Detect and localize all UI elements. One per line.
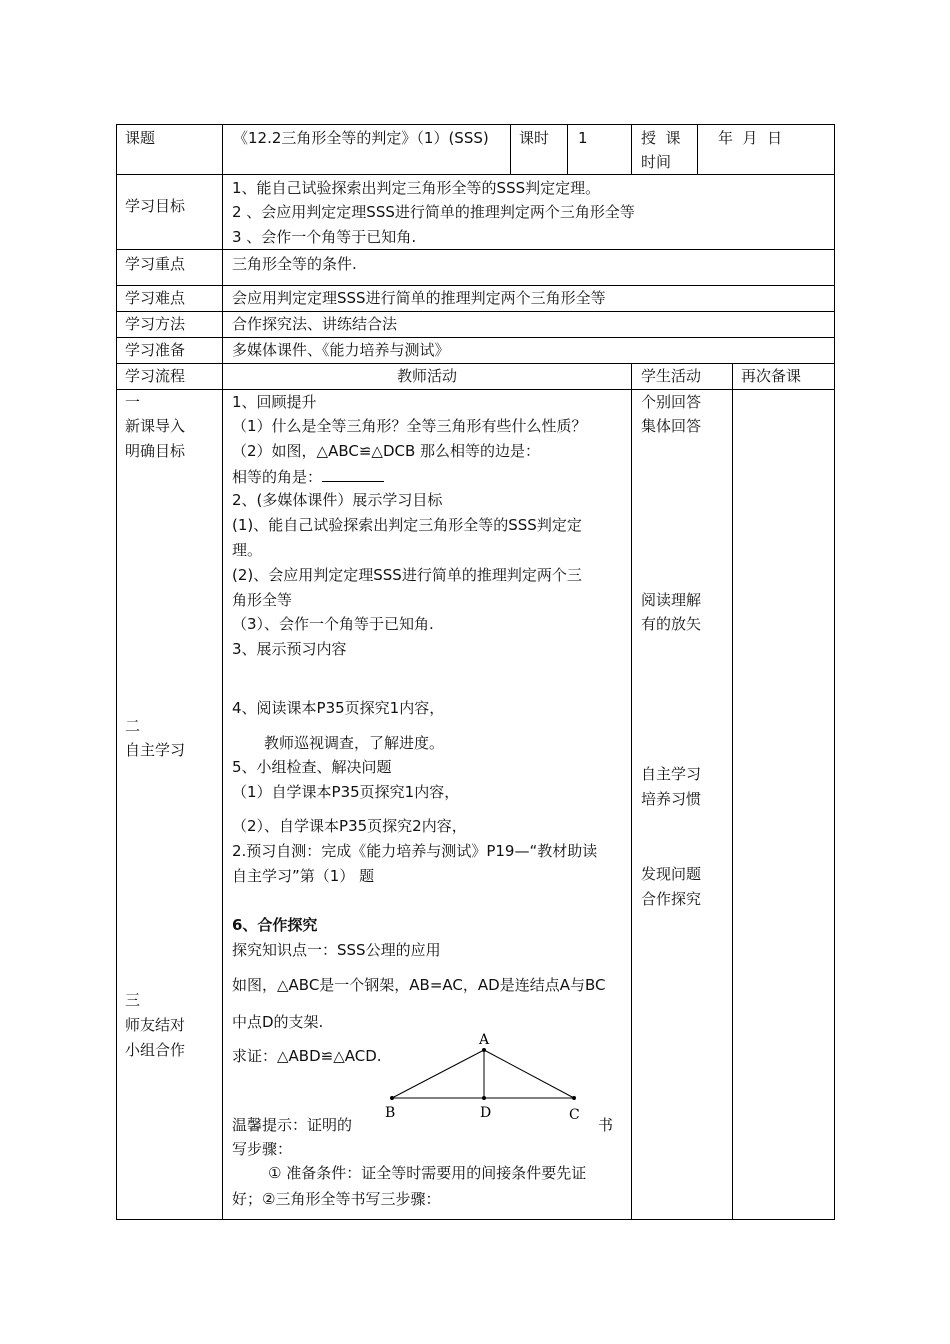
teacher-line: 理。 bbox=[232, 541, 263, 559]
column-divider bbox=[697, 124, 698, 175]
point-a bbox=[482, 1048, 486, 1052]
teacher-line: 3、展示预习内容 bbox=[232, 640, 347, 658]
table-border-left bbox=[116, 124, 117, 1220]
teacher-line: 温馨提示：证明的 bbox=[232, 1116, 353, 1134]
teacher-line: 求证：△ABD≌△ACD. bbox=[232, 1047, 382, 1065]
table-border-top bbox=[116, 124, 835, 125]
student-activity: 阅读理解 bbox=[641, 591, 702, 609]
date-value: 年 月 日 bbox=[718, 129, 783, 147]
row-divider bbox=[116, 363, 835, 364]
teach-time-label: 授 课 bbox=[641, 129, 681, 147]
point-c bbox=[572, 1096, 576, 1100]
row-divider bbox=[116, 389, 835, 390]
row-divider bbox=[116, 285, 835, 286]
point-d bbox=[482, 1096, 486, 1100]
triangle-figure bbox=[380, 1028, 590, 1128]
student-activity: 集体回答 bbox=[641, 417, 702, 435]
teacher-line: 书 bbox=[598, 1116, 614, 1134]
teacher-line: （1）什么是全等三角形？全等三角形有些什么性质？ bbox=[232, 417, 587, 435]
stage-title: 新课导入 bbox=[125, 417, 186, 435]
goal-item: 1、能自己试验探索出判定三角形全等的SSS判定定理。 bbox=[232, 179, 601, 197]
column-divider bbox=[222, 124, 223, 1220]
row-divider bbox=[116, 337, 835, 338]
flow-process-header: 学习流程 bbox=[125, 367, 186, 385]
stage-number: 三 bbox=[125, 991, 141, 1009]
teacher-line: （1）自学课本P35页探究1内容， bbox=[232, 783, 460, 801]
teacher-line: （2）、自学课本P35页探究2内容， bbox=[232, 817, 467, 835]
teacher-line: 自主学习”第（1） 题 bbox=[232, 867, 375, 885]
teacher-line: 如图，△ABC是一个钢架，AB=AC，AD是连结点A与BC bbox=[232, 976, 606, 994]
segment-ab bbox=[392, 1050, 484, 1098]
teacher-line: 写步骤： bbox=[232, 1140, 293, 1158]
teacher-line-text: 相等的角是： bbox=[232, 468, 323, 486]
label-a: A bbox=[479, 1032, 490, 1048]
stage-title: 小组合作 bbox=[125, 1041, 186, 1059]
teacher-line: 2.预习自测：完成《能力培养与测试》P19—“教材助读 bbox=[232, 842, 598, 860]
student-activity: 有的放矢 bbox=[641, 615, 702, 633]
difficulty-label: 学习难点 bbox=[125, 289, 186, 307]
key-point-label: 学习重点 bbox=[125, 255, 186, 273]
teacher-line: 角形全等 bbox=[232, 591, 293, 609]
row-divider bbox=[116, 249, 835, 250]
label-b: B bbox=[385, 1105, 396, 1121]
student-activity: 自主学习 bbox=[641, 765, 702, 783]
teacher-line: 2、(多媒体课件）展示学习目标 bbox=[232, 491, 443, 509]
key-point-value: 三角形全等的条件. bbox=[232, 255, 357, 273]
answer-blank bbox=[322, 466, 384, 482]
teacher-line: 探究知识点一：SSS公理的应用 bbox=[232, 941, 441, 959]
student-activity: 合作探究 bbox=[641, 890, 702, 908]
stage-title: 师友结对 bbox=[125, 1016, 186, 1034]
method-label: 学习方法 bbox=[125, 315, 186, 333]
point-b bbox=[390, 1096, 394, 1100]
teacher-line: (2)、会应用判定定理SSS进行简单的推理判定两个三 bbox=[232, 566, 582, 584]
row-divider bbox=[116, 311, 835, 312]
flow-again-header: 再次备课 bbox=[741, 367, 802, 385]
stage-title: 自主学习 bbox=[125, 741, 186, 759]
goals-label: 学习目标 bbox=[125, 197, 186, 215]
goal-item: 2 、会应用判定定理SSS进行简单的推理判定两个三角形全等 bbox=[232, 203, 635, 221]
stage-number: 一 bbox=[125, 393, 141, 411]
column-divider bbox=[567, 124, 568, 175]
column-divider bbox=[631, 124, 632, 175]
stage-title: 明确目标 bbox=[125, 442, 186, 460]
table-border-right bbox=[834, 124, 835, 1220]
stage-number: 二 bbox=[125, 717, 141, 735]
method-value: 合作探究法、讲练结合法 bbox=[232, 315, 398, 333]
student-activity: 培养习惯 bbox=[641, 790, 702, 808]
teacher-line: 好；②三角形全等书写三步骤： bbox=[232, 1190, 441, 1208]
topic-value: 《12.2三角形全等的判定》（1）(SSS) bbox=[233, 129, 489, 147]
difficulty-value: 会应用判定定理SSS进行简单的推理判定两个三角形全等 bbox=[232, 289, 606, 307]
teacher-line bbox=[232, 466, 384, 487]
teacher-line: 5、小组检查、解决问题 bbox=[232, 758, 392, 776]
teacher-line: （2）如图，△ABC≌△DCB 那么相等的边是： bbox=[232, 442, 541, 460]
teacher-line: 4、阅读课本P35页探究1内容， bbox=[232, 699, 445, 717]
label-c: C bbox=[569, 1107, 580, 1123]
teacher-line: （3）、会作一个角等于已知角. bbox=[232, 615, 434, 633]
student-activity: 个别回答 bbox=[641, 393, 702, 411]
student-activity: 发现问题 bbox=[641, 865, 702, 883]
teacher-line: (1)、能自己试验探索出判定三角形全等的SSS判定定 bbox=[232, 516, 582, 534]
table-border-bottom bbox=[116, 1219, 835, 1220]
preparation-label: 学习准备 bbox=[125, 341, 186, 359]
column-divider bbox=[510, 124, 511, 175]
teacher-line: 教师巡视调查，了解进度。 bbox=[264, 734, 445, 752]
segment-ac bbox=[484, 1050, 574, 1098]
column-divider bbox=[732, 363, 733, 1220]
teacher-line: 中点D的支架. bbox=[232, 1013, 324, 1031]
topic-label: 课题 bbox=[125, 129, 156, 147]
period-value: 1 bbox=[578, 129, 588, 147]
teach-time-label: 时间 bbox=[641, 153, 672, 171]
column-divider bbox=[631, 363, 632, 1220]
flow-student-header: 学生活动 bbox=[641, 367, 702, 385]
label-d: D bbox=[480, 1105, 492, 1121]
section-heading: 6、合作探究 bbox=[232, 916, 318, 934]
goal-item: 3 、会作一个角等于已知角. bbox=[232, 228, 417, 246]
preparation-value: 多媒体课件、《能力培养与测试》 bbox=[232, 341, 450, 359]
teacher-line: ① 准备条件：证全等时需要用的间接条件要先证 bbox=[268, 1164, 587, 1182]
period-label: 课时 bbox=[519, 129, 550, 147]
row-divider bbox=[116, 174, 835, 175]
flow-teacher-header: 教师活动 bbox=[397, 367, 458, 385]
teacher-line: 1、回顾提升 bbox=[232, 393, 317, 411]
